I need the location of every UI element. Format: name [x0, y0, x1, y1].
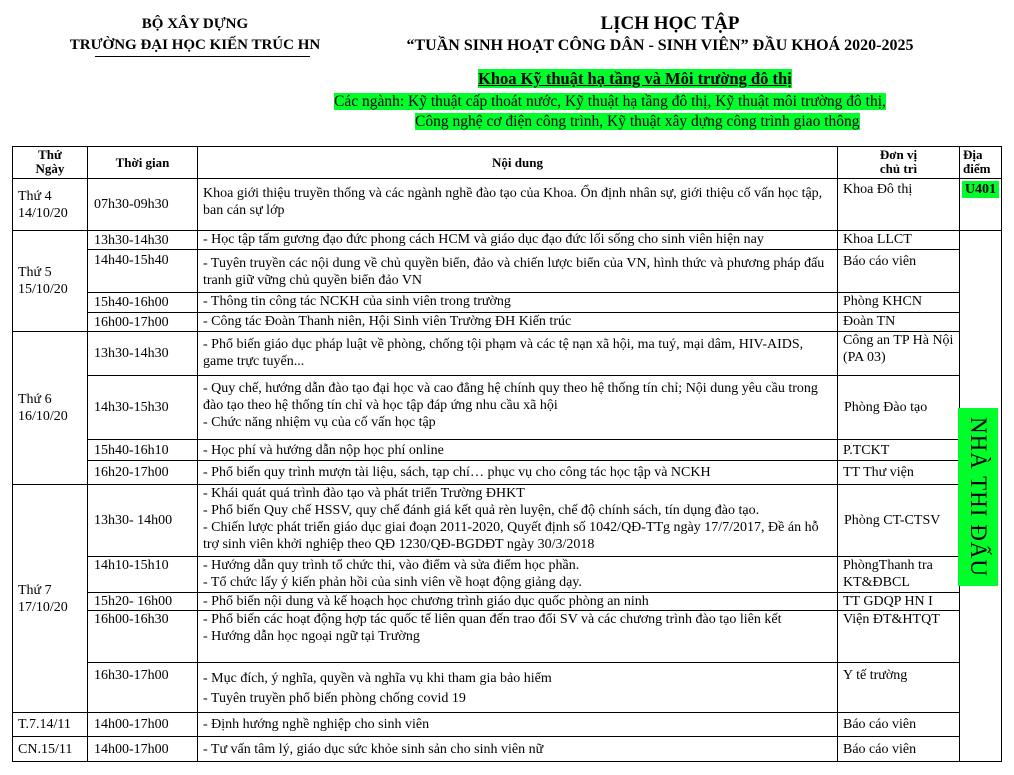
unit-cell: TT GDQP HN I — [838, 593, 960, 611]
day-cell: T.7.14/11 — [13, 713, 88, 737]
col-content-header: Nội dung — [198, 147, 838, 179]
schedule-table — [12, 146, 1002, 762]
col-unit-header: Đơn vị chủ trì — [838, 147, 960, 179]
time-cell: 14h40-15h40 — [88, 250, 198, 293]
content-cell: - Tuyên truyền các nội dung về chủ quyền biển, đảo và chiến lược biển của VN, hình thức và phương pháp đấu tranh giữ vững chủ quyền biển đảo VN — [198, 250, 838, 293]
table-row — [13, 737, 1002, 762]
university-name: TRƯỜNG ĐẠI HỌC KIẾN TRÚC HN — [69, 37, 321, 53]
unit-cell: PhòngThanh tra KT&ĐBCL — [838, 557, 960, 593]
content-cell: - Định hướng nghề nghiệp cho sinh viên — [198, 713, 838, 737]
table-row — [13, 557, 1002, 593]
table-row — [13, 713, 1002, 737]
unit-cell: P.TCKT — [838, 440, 960, 461]
table-row — [13, 593, 1002, 611]
majors-line-2: Công nghệ cơ điện công trình, Kỹ thuật xây dựng công trình giao thông — [415, 113, 860, 130]
col-location-header: Địa điểm — [960, 147, 1002, 179]
unit-cell: Phòng KHCN — [838, 293, 960, 313]
majors-line-1: Các ngành: Kỹ thuật cấp thoát nước, Kỹ thuật hạ tầng đô thị, Kỹ thuật môi trường đô thị, — [334, 93, 886, 110]
content-cell: - Phổ biến các hoạt động hợp tác quốc tế liên quan đến trao đổi SV và các chương trình đào tạo liên kết - Hướng dẫn học ngoại ngữ tại Trường — [198, 611, 838, 663]
table-row — [13, 293, 1002, 313]
table-row — [13, 376, 1002, 440]
time-cell: 15h40-16h10 — [88, 440, 198, 461]
time-cell: 13h30-14h30 — [88, 231, 198, 250]
unit-cell: Báo cáo viên — [838, 713, 960, 737]
time-cell: 16h00-17h00 — [88, 313, 198, 332]
unit-cell: Phòng CT-CTSV — [838, 485, 960, 557]
unit-cell: Công an TP Hà Nội (PA 03) — [838, 332, 960, 376]
room-badge: U401 — [962, 181, 999, 198]
table-row — [13, 313, 1002, 332]
col-day-header: Thứ Ngày — [13, 147, 88, 179]
content-cell: - Học tập tấm gương đạo đức phong cách HCM và giáo dục đạo đức lối sống cho sinh viên hiện nay — [198, 231, 838, 250]
table-row — [13, 332, 1002, 376]
table-row — [13, 250, 1002, 293]
unit-cell: Báo cáo viên — [838, 250, 960, 293]
table-row — [13, 179, 1002, 231]
schedule-subtitle: “TUẦN SINH HOẠT CÔNG DÂN - SINH VIÊN” ĐẦU KHOÁ 2020-2025 — [406, 37, 914, 54]
content-cell: - Công tác Đoàn Thanh niên, Hội Sinh viên Trường ĐH Kiến trúc — [198, 313, 838, 332]
table-row — [13, 440, 1002, 461]
content-cell: - Học phí và hướng dẫn nộp học phí online — [198, 440, 838, 461]
content-cell: - Phổ biến giáo dục pháp luật về phòng, chống tội phạm và các tệ nạn xã hội, ma tuý, mại dâm, HIV-AIDS, game trực tuyến... — [198, 332, 838, 376]
content-cell: - Phổ biến nội dung và kế hoạch học chương trình giáo dục quốc phòng an ninh — [198, 593, 838, 611]
time-cell: 14h00-17h00 — [88, 713, 198, 737]
unit-cell: Phòng Đào tạo — [838, 376, 960, 440]
unit-cell: Báo cáo viên — [838, 737, 960, 762]
day-cell: Thứ 6 16/10/20 — [13, 332, 88, 485]
table-row — [13, 485, 1002, 557]
content-cell: - Phổ biến quy trình mượn tài liệu, sách, tạp chí… phục vụ cho công tác học tập và NCKH — [198, 461, 838, 485]
content-cell: - Quy chế, hướng dẫn đào tạo đại học và cao đẳng hệ chính quy theo hệ thống tín chỉ; Nội dung yêu cầu trong đào tạo theo hệ thống tín chỉ và học tập đáp ứng nhu cầu xã hội - Chức năng nhiệm vụ của cố vấn học tập — [198, 376, 838, 440]
time-cell: 13h30-14h30 — [88, 332, 198, 376]
time-cell: 07h30-09h30 — [88, 179, 198, 231]
time-cell: 14h10-15h10 — [88, 557, 198, 593]
time-cell: 14h00-17h00 — [88, 737, 198, 762]
faculty-name: Khoa Kỹ thuật hạ tầng và Môi trường đô thị — [478, 69, 792, 88]
header-divider — [95, 56, 310, 57]
content-cell: Khoa giới thiệu truyền thống và các ngành nghề đào tạo của Khoa. Ổn định nhân sự, giới thiệu cố vấn học tập, ban cán sự lớp — [198, 179, 838, 231]
venue-label — [958, 408, 998, 586]
time-cell: 13h30- 14h00 — [88, 485, 198, 557]
content-cell: - Thông tin công tác NCKH của sinh viên trong trường — [198, 293, 838, 313]
table-row — [13, 461, 1002, 485]
day-cell: CN.15/11 — [13, 737, 88, 762]
table-row — [13, 663, 1002, 713]
location-cell — [960, 179, 1002, 231]
day-cell: Thứ 5 15/10/20 — [13, 231, 88, 332]
content-cell: - Hướng dẫn quy trình tổ chức thi, vào điểm và sửa điểm học phần. - Tổ chức lấy ý kiến phản hồi của sinh viên về hoạt động giảng dạy. — [198, 557, 838, 593]
day-cell: Thứ 4 14/10/20 — [13, 179, 88, 231]
time-cell: 16h20-17h00 — [88, 461, 198, 485]
table-row — [13, 611, 1002, 663]
time-cell: 15h40-16h00 — [88, 293, 198, 313]
content-cell: - Mục đích, ý nghĩa, quyền và nghĩa vụ khi tham gia bảo hiểm - Tuyên truyền phổ biến phòng chống covid 19 — [198, 663, 838, 713]
unit-cell: Viện ĐT&HTQT — [838, 611, 960, 663]
unit-cell: Y tế trường — [838, 663, 960, 713]
day-cell: Thứ 7 17/10/20 — [13, 485, 88, 713]
schedule-title: LỊCH HỌC TẬP — [600, 13, 740, 34]
unit-cell: Đoàn TN — [838, 313, 960, 332]
unit-cell: Khoa Đô thị — [838, 179, 960, 231]
col-time-header: Thời gian — [88, 147, 198, 179]
unit-cell: Khoa LLCT — [838, 231, 960, 250]
content-cell: - Tư vấn tâm lý, giáo dục sức khỏe sinh sản cho sinh viên nữ — [198, 737, 838, 762]
time-cell: 16h30-17h00 — [88, 663, 198, 713]
venue-text: NHÀ THI ĐẤU — [966, 416, 991, 578]
unit-cell: TT Thư viện — [838, 461, 960, 485]
table-row — [13, 231, 1002, 250]
time-cell: 14h30-15h30 — [88, 376, 198, 440]
ministry-name: BỘ XÂY DỰNG — [141, 16, 249, 32]
time-cell: 16h00-16h30 — [88, 611, 198, 663]
content-cell: - Khái quát quá trình đào tạo và phát triển Trường ĐHKT - Phổ biến Quy chế HSSV, quy chế đánh giá kết quả rèn luyện, chế độ chính sách, tín dụng đào tạo. - Chiến lược phát triển giáo dục giai đoạn 2011-2020, Quyết định số 1042/QĐ-TTg ngày 17/7/2017, Đề án hỗ trợ sinh viên khởi nghiệp theo QĐ 1230/QĐ-BGDĐT ngày 30/3/2018 — [198, 485, 838, 557]
table-header-row — [13, 147, 1002, 179]
time-cell: 15h20- 16h00 — [88, 593, 198, 611]
